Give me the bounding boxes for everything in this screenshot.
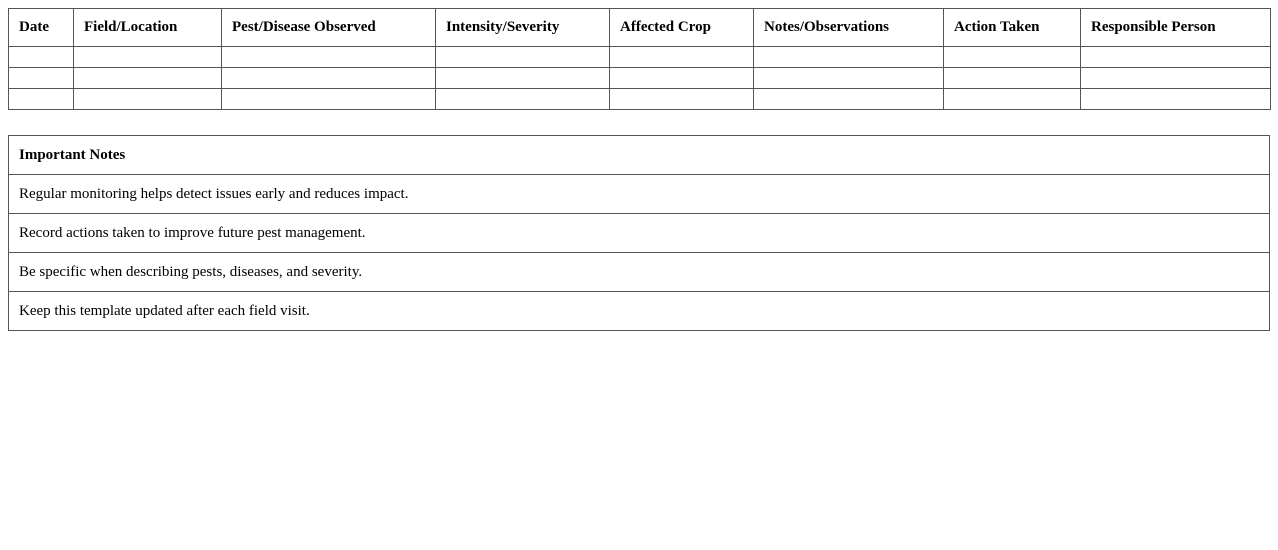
table-cell[interactable]	[944, 47, 1081, 68]
column-header-action-taken: Action Taken	[944, 9, 1081, 47]
table-cell[interactable]	[436, 47, 610, 68]
table-cell[interactable]	[1081, 68, 1271, 89]
table-cell[interactable]	[1081, 89, 1271, 110]
table-cell[interactable]	[1081, 47, 1271, 68]
table-cell[interactable]	[436, 89, 610, 110]
table-cell[interactable]	[222, 47, 436, 68]
table-cell[interactable]	[222, 89, 436, 110]
note-item: Regular monitoring helps detect issues early and reduces impact.	[9, 175, 1270, 214]
notes-row	[9, 214, 1270, 253]
table-cell[interactable]	[610, 68, 754, 89]
table-cell[interactable]	[754, 47, 944, 68]
table-cell[interactable]	[9, 68, 74, 89]
table-cell[interactable]	[754, 89, 944, 110]
column-header-field-location: Field/Location	[74, 9, 222, 47]
notes-row	[9, 175, 1270, 214]
column-header-responsible-person: Responsible Person	[1081, 9, 1271, 47]
table-cell[interactable]	[74, 47, 222, 68]
table-cell[interactable]	[610, 89, 754, 110]
note-item: Keep this template updated after each field visit.	[9, 292, 1270, 331]
table-cell[interactable]	[754, 68, 944, 89]
table-row	[9, 89, 1271, 110]
notes-title: Important Notes	[9, 136, 1270, 175]
column-header-intensity: Intensity/Severity	[436, 9, 610, 47]
table-cell[interactable]	[944, 89, 1081, 110]
notes-row	[9, 253, 1270, 292]
header-row	[9, 9, 1271, 47]
table-cell[interactable]	[610, 47, 754, 68]
table-cell[interactable]	[74, 68, 222, 89]
note-item: Be specific when describing pests, diseases, and severity.	[9, 253, 1270, 292]
table-row	[9, 47, 1271, 68]
table-row	[9, 68, 1271, 89]
table-cell[interactable]	[222, 68, 436, 89]
table-cell[interactable]	[944, 68, 1081, 89]
column-header-affected-crop: Affected Crop	[610, 9, 754, 47]
column-header-pest-disease: Pest/Disease Observed	[222, 9, 436, 47]
note-item: Record actions taken to improve future pest management.	[9, 214, 1270, 253]
column-header-date: Date	[9, 9, 74, 47]
table-cell[interactable]	[74, 89, 222, 110]
table-cell[interactable]	[9, 89, 74, 110]
notes-header-row	[9, 136, 1270, 175]
column-header-notes: Notes/Observations	[754, 9, 944, 47]
pest-log-table	[8, 8, 1271, 110]
important-notes-table	[8, 135, 1270, 331]
table-cell[interactable]	[436, 68, 610, 89]
table-cell[interactable]	[9, 47, 74, 68]
notes-row	[9, 292, 1270, 331]
